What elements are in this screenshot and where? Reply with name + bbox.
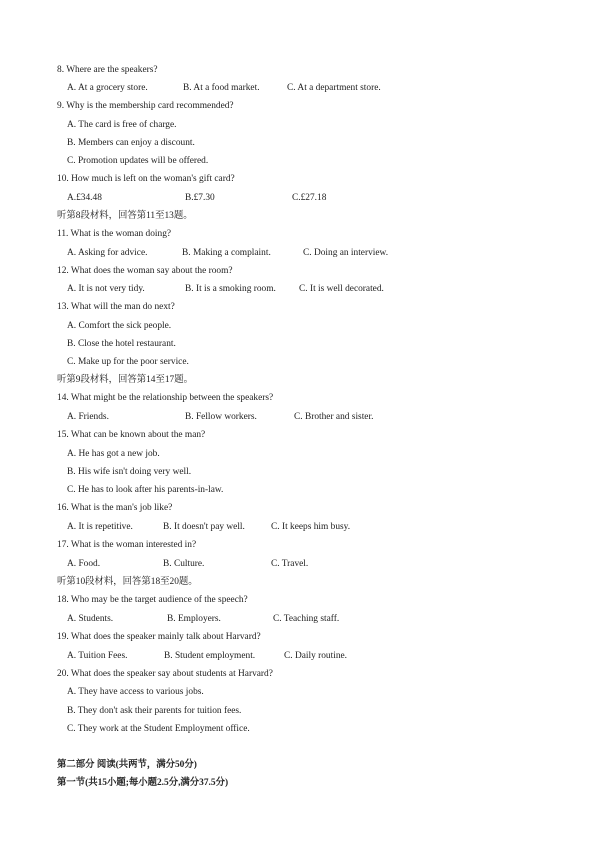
q18-option-b: B. Employers. [167,614,221,624]
q10-option-a: A.£34.48 [67,193,102,203]
q13-option-c: C. Make up for the poor service. [67,357,189,367]
part-2-heading: 第二部分 阅读(共两节，满分50分) [57,760,197,770]
question-19-stem: 19. What does the speaker mainly talk about Harvard? [57,632,261,642]
question-10-stem: 10. How much is left on the woman's gift card? [57,174,235,184]
q14-option-c: C. Brother and sister. [294,412,374,422]
q8-option-b: B. At a food market. [183,83,260,93]
q16-option-b: B. It doesn't pay well. [163,522,245,532]
q11-option-c: C. Doing an interview. [303,248,389,258]
question-11-stem: 11. What is the woman doing? [57,229,172,239]
question-16-stem: 16. What is the man's job like? [57,503,173,513]
q15-option-a: A. He has got a new job. [67,449,160,459]
q8-option-c: C. At a department store. [287,83,381,93]
q13-option-a: A. Comfort the sick people. [67,321,172,331]
q12-option-a: A. It is not very tidy. [67,284,145,294]
q19-option-b: B. Student employment. [164,651,256,661]
q9-option-b: B. Members can enjoy a discount. [67,138,195,148]
q11-option-b: B. Making a complaint. [182,248,271,258]
q18-option-a: A. Students. [67,614,114,624]
question-18-stem: 18. Who may be the target audience of the speech? [57,595,248,605]
q15-option-c: C. He has to look after his parents-in-law. [67,485,224,495]
q13-option-b: B. Close the hotel restaurant. [67,339,176,349]
section-10-instruction: 听第10段材料，回答第18至20题。 [57,577,198,587]
q16-option-a: A. It is repetitive. [67,522,133,532]
question-12-stem: 12. What does the woman say about the room? [57,266,233,276]
q20-option-b: B. They don't ask their parents for tuition fees. [67,706,242,716]
q16-option-c: C. It keeps him busy. [271,522,351,532]
q19-option-a: A. Tuition Fees. [67,651,128,661]
q19-option-c: C. Daily routine. [284,651,348,661]
question-14-stem: 14. What might be the relationship between the speakers? [57,393,274,403]
q9-option-c: C. Promotion updates will be offered. [67,156,209,166]
q12-option-b: B. It is a smoking room. [185,284,276,294]
q8-option-a: A. At a grocery store. [67,83,148,93]
q20-option-c: C. They work at the Student Employment office. [67,724,250,734]
question-17-stem: 17. What is the woman interested in? [57,540,197,550]
question-9-stem: 9. Why is the membership card recommended? [57,101,234,111]
q14-option-b: B. Fellow workers. [185,412,257,422]
q18-option-c: C. Teaching staff. [273,614,340,624]
part-2-section-1-heading: 第一节(共15小题;每小题2.5分,满分37.5分) [57,778,229,788]
q10-option-b: B.£7.30 [185,193,215,203]
question-20-stem: 20. What does the speaker say about students at Harvard? [57,669,273,679]
q17-option-b: B. Culture. [163,559,205,569]
question-15-stem: 15. What can be known about the man? [57,430,206,440]
q11-option-a: A. Asking for advice. [67,248,148,258]
q17-option-a: A. Food. [67,559,101,569]
q14-option-a: A. Friends. [67,412,109,422]
q15-option-b: B. His wife isn't doing very well. [67,467,192,477]
q10-option-c: C.£27.18 [292,193,327,203]
question-13-stem: 13. What will the man do next? [57,302,175,312]
q20-option-a: A. They have access to various jobs. [67,687,204,697]
question-8-stem: 8. Where are the speakers? [57,65,158,75]
section-9-instruction: 听第9段材料，回答第14至17题。 [57,375,193,385]
q17-option-c: C. Travel. [271,559,309,569]
q12-option-c: C. It is well decorated. [299,284,384,294]
q9-option-a: A. The card is free of charge. [67,120,177,130]
section-8-instruction: 听第8段材料，回答第11至13题。 [57,211,193,221]
